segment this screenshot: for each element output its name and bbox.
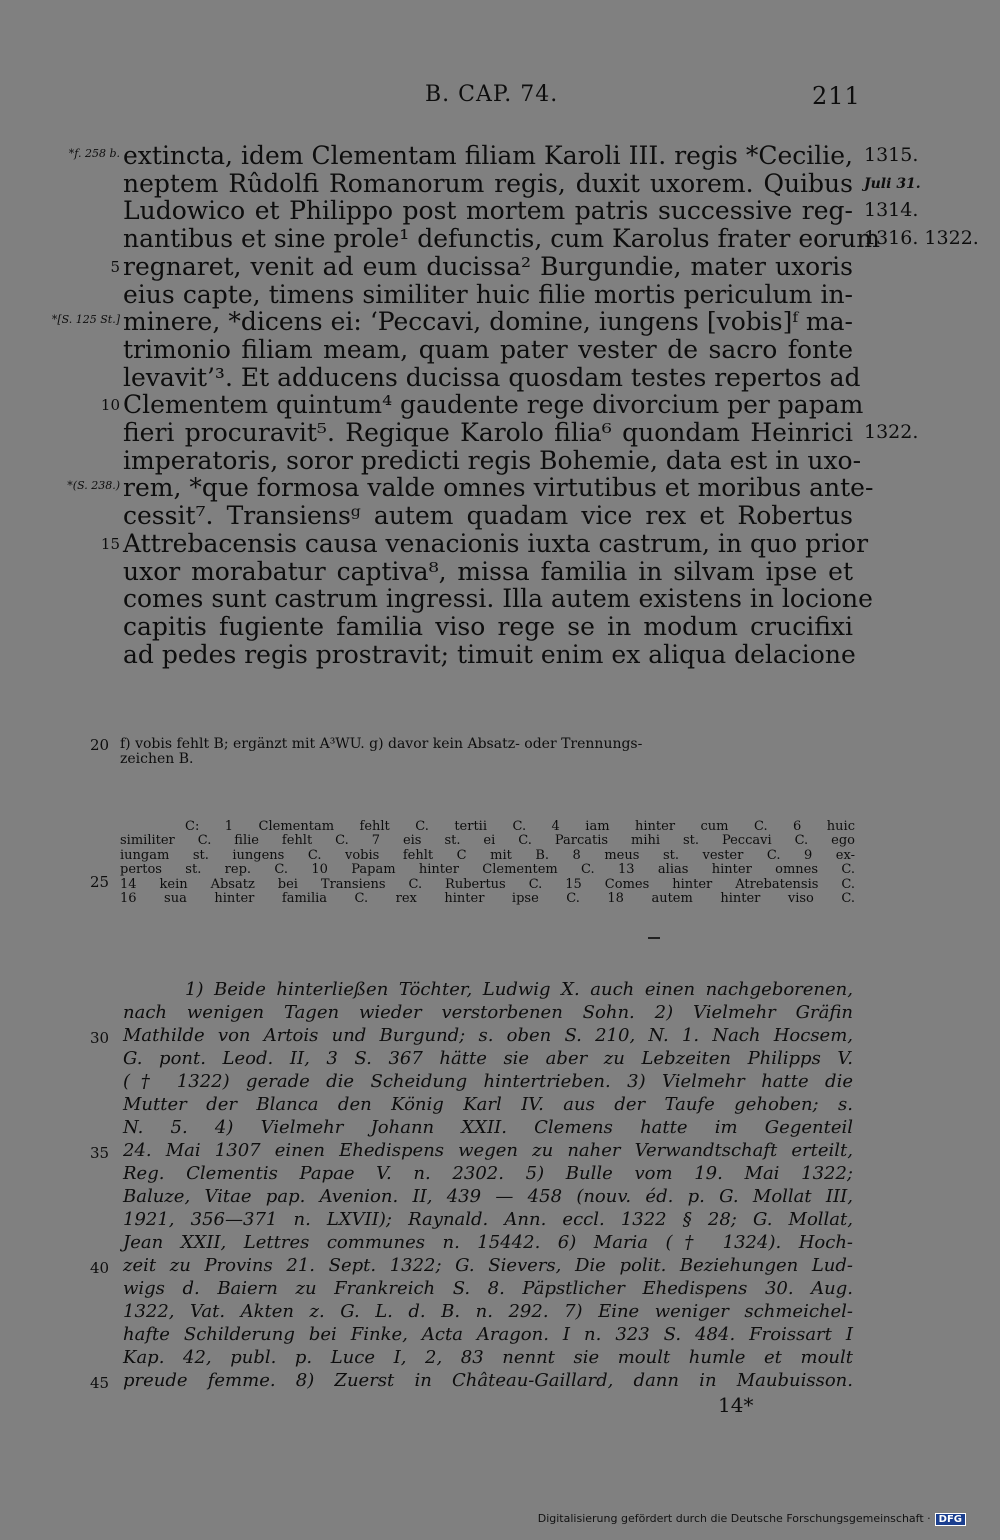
margin-date: 1314. bbox=[864, 199, 919, 222]
margin-reference: *f. 258 b. bbox=[68, 147, 120, 160]
text-line bbox=[0, 170, 1000, 198]
line-number: 15 bbox=[100, 534, 120, 553]
margin-date: 1316. 1322. bbox=[864, 227, 979, 250]
running-head: B. CAP. 74. bbox=[425, 82, 559, 107]
commentary-line: Mathilde von Artois und Burgund; s. oben S. 210, N. 1. Nach Hocsem, bbox=[123, 1025, 853, 1046]
line-text: levavit’³. Et adducens ducissa quosdam testes repertos ad bbox=[123, 362, 861, 392]
margin-date: 1322. bbox=[864, 421, 919, 443]
line-text: Attrebacensis causa venacionis iuxta castrum, in quo prior bbox=[123, 528, 869, 558]
commentary-line: wigs d. Baiern zu Frankreich S. 8. Päpstlicher Ehedispens 30. Aug. bbox=[123, 1278, 853, 1299]
text-line bbox=[0, 308, 1000, 336]
commentary-line: Kap. 42, publ. p. Luce I, 2, 83 nennt sie moult humle et moult bbox=[123, 1347, 853, 1368]
text-line bbox=[0, 336, 1000, 364]
footnote-apparatus bbox=[120, 737, 854, 767]
text-line bbox=[0, 530, 1000, 558]
line-text: imperatoris, soror predicti regis Bohemie, data est in uxo- bbox=[123, 445, 862, 475]
line-text: capitis fugiente familia viso rege se in modum crucifixi bbox=[123, 611, 853, 641]
line-text: neptem Rûdolfi Romanorum regis, duxit uxorem. Quibus bbox=[123, 168, 853, 198]
line-text: nantibus et sine prole¹ defunctis, cum Karolus frater eorum bbox=[123, 224, 880, 254]
credit-text: Digitalisierung gefördert durch die Deutsche Forschungsgemeinschaft · bbox=[537, 1512, 931, 1525]
text-line bbox=[0, 253, 1000, 281]
dfg-logo: DFG bbox=[935, 1513, 966, 1526]
line-text: extincta, idem Clementam filiam Karoli III. regis *Cecilie, bbox=[123, 141, 853, 170]
line-number: 35 bbox=[90, 1144, 110, 1162]
text-line bbox=[0, 558, 1000, 586]
line-text: Ludowico et Philippo post mortem patris successive reg- bbox=[123, 196, 853, 226]
margin-reference: *(S. 238.) bbox=[67, 479, 120, 493]
page-number: 211 bbox=[812, 82, 861, 110]
commentary-line: nach wenigen Tagen wieder verstorbenen Sohn. 2) Vielmehr Gräfin bbox=[123, 1002, 853, 1023]
text-line bbox=[0, 474, 1000, 502]
text-line bbox=[0, 281, 1000, 309]
line-text: rem, *que formosa valde omnes virtutibus et moribus ante- bbox=[123, 473, 874, 503]
commentary-line: 1322, Vat. Akten z. G. L. d. B. n. 292. 7) Eine weniger schmeichel- bbox=[123, 1301, 853, 1322]
text-line bbox=[0, 364, 1000, 392]
commentary-line: Baluze, Vitae pap. Avenion. II, 439 — 458 (nouv. éd. p. G. Mollat III, bbox=[123, 1186, 853, 1207]
line-text: eius capte, timens similiter huic filie mortis periculum in- bbox=[123, 279, 853, 309]
text-line bbox=[0, 585, 1000, 613]
commentary-line: N. 5. 4) Vielmehr Johann XXII. Clemens hatte im Gegenteil bbox=[123, 1117, 853, 1138]
variant-line: C: 1 Clementam fehlt C. tertii C. 4 iam hinter cum C. 6 huic bbox=[185, 819, 855, 834]
variant-line: 14 kein Absatz bei Transiens C. Rubertus C. 15 Comes hinter Atrebatensis C. bbox=[120, 876, 855, 892]
text-line bbox=[0, 419, 1000, 447]
commentary-line: († 1322) gerade die Scheidung hintertrieben. 3) Vielmehr hatte die bbox=[123, 1071, 853, 1092]
line-number: 25 bbox=[90, 873, 110, 891]
text-line bbox=[0, 197, 1000, 225]
text-line bbox=[0, 613, 1000, 641]
variant-line: iungam st. iungens C. vobis fehlt C mit B. 8 meus st. vester C. 9 ex- bbox=[120, 847, 855, 863]
line-text: ad pedes regis prostravit; timuit enim ex aliqua delacione bbox=[123, 639, 856, 669]
footnote-line: zeichen B. bbox=[120, 751, 194, 767]
commentary-line: G. pont. Leod. II, 3 S. 367 hätte sie aber zu Lebzeiten Philipps V. bbox=[123, 1048, 853, 1069]
text-line bbox=[0, 225, 1000, 253]
line-text: comes sunt castrum ingressi. Illa autem existens in locione bbox=[123, 584, 873, 614]
commentary-line: 24. Mai 1307 einen Ehedispens wegen zu naher Verwandtschaft erteilt, bbox=[123, 1140, 853, 1161]
line-text: uxor morabatur captiva⁸, missa familia in silvam ipse et bbox=[123, 556, 853, 586]
footnote-line: f) vobis fehlt B; ergänzt mit A³WU. g) davor kein Absatz- oder Trennungs- bbox=[120, 736, 643, 752]
commentary-line: preude femme. 8) Zuerst in Château-Gaillard, dann in Maubuisson. bbox=[123, 1370, 853, 1391]
commentary-line: Mutter der Blanca den König Karl IV. aus der Taufe gehoben; s. bbox=[123, 1094, 853, 1115]
signature-mark: 14* bbox=[718, 1393, 754, 1417]
line-number: 40 bbox=[90, 1259, 110, 1277]
variant-line: pertos st. rep. C. 10 Papam hinter Clementem C. 13 alias hinter omnes C. bbox=[120, 862, 855, 878]
commentary-line: Reg. Clementis Papae V. n. 2302. 5) Bulle vom 19. Mai 1322; bbox=[123, 1163, 853, 1184]
line-text: minere, *dicens ei: ‘Peccavi, domine, iungens [vobis]ᶠ ma- bbox=[123, 307, 853, 337]
text-line bbox=[0, 142, 1000, 170]
commentary-line: Jean XXII, Lettres communes n. 15442. 6) Maria († 1324). Hoch- bbox=[123, 1232, 853, 1253]
margin-date: Juli 31. bbox=[864, 175, 921, 192]
variant-line: 16 sua hinter familia C. rex hinter ipse C. 18 autem hinter viso C. bbox=[120, 891, 855, 906]
variant-line: similiter C. filie fehlt C. 7 eis st. ei C. Parcatis mihi st. Peccavi C. ego bbox=[120, 833, 855, 849]
line-text: regnaret, venit ad eum ducissa² Burgundie, mater uxoris bbox=[123, 251, 853, 281]
line-text: fieri procuravit⁵. Regique Karolo filia⁶ quondam Heinrici bbox=[123, 418, 853, 447]
text-line bbox=[0, 391, 1000, 419]
line-number: 30 bbox=[90, 1029, 110, 1047]
commentary-line: hafte Schilderung bei Finke, Acta Aragon. I n. 323 S. 484. Froissart I bbox=[123, 1324, 853, 1345]
margin-date: 1315. bbox=[864, 144, 919, 166]
commentary-line: 1921, 356—371 n. LXVII); Raynald. Ann. eccl. 1322 § 28; G. Mollat, bbox=[123, 1209, 853, 1230]
line-number: 45 bbox=[90, 1374, 110, 1392]
line-number: 10 bbox=[100, 396, 120, 415]
line-text: cessit⁷. Transiensᵍ autem quadam vice rex et Robertus bbox=[123, 501, 853, 531]
commentary-line: zeit zu Provins 21. Sept. 1322; G. Sievers, Die polit. Beziehungen Lud- bbox=[123, 1255, 853, 1276]
margin-reference: *[S. 125 St.] bbox=[51, 313, 120, 327]
separator-mark bbox=[648, 937, 660, 939]
line-text: Clementem quintum⁴ gaudente rege divorcium per papam bbox=[123, 390, 864, 420]
line-number: 20 bbox=[90, 736, 110, 754]
text-line bbox=[0, 641, 1000, 669]
text-line bbox=[0, 447, 1000, 475]
commentary-line: 1) Beide hinterließen Töchter, Ludwig X. auch einen nachgeborenen, bbox=[185, 979, 853, 1000]
line-number: 5 bbox=[110, 257, 120, 276]
text-line bbox=[0, 502, 1000, 530]
line-text: trimonio filiam meam, quam pater vester de sacro fonte bbox=[123, 334, 853, 364]
digitization-credit bbox=[538, 1512, 966, 1526]
